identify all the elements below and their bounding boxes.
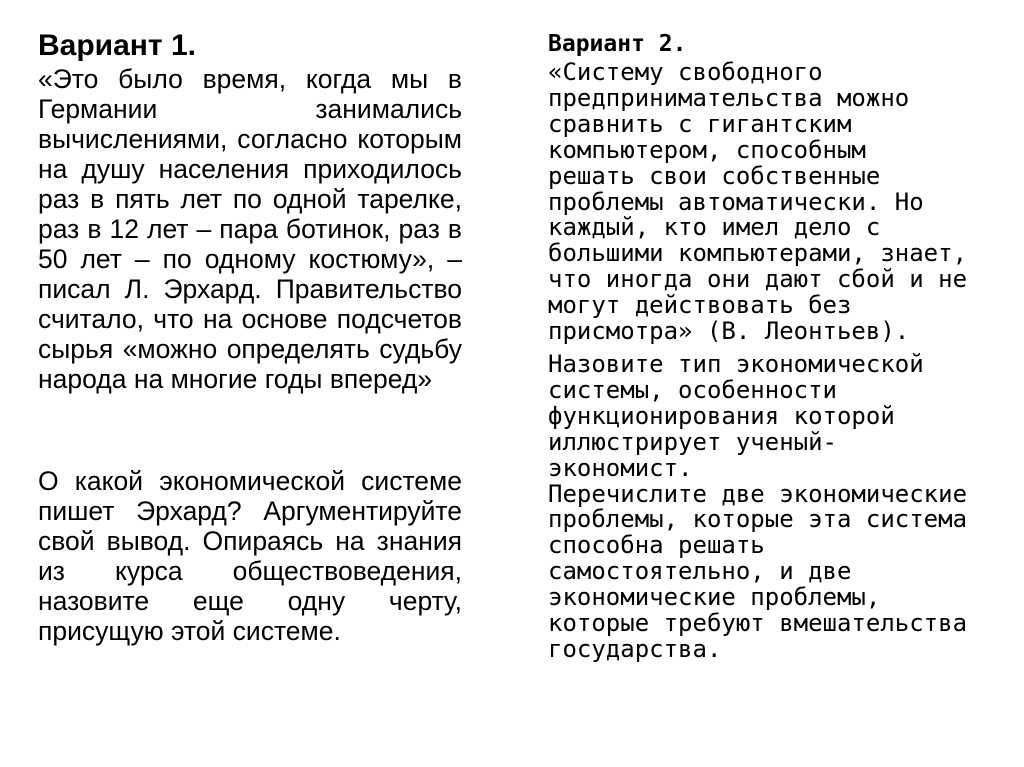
- variant-1-title: Вариант 1.: [38, 29, 196, 62]
- variant-1-quote: «Это было время, когда мы в Германии занимались вычислениями, согласно которым на душу населения приходилось раз в пять лет по одной тарелке, раз в 12 лет – пара ботинок, раз в 50 лет – по одному костюму», – писал Л. Эрхард. Правительство считало, что на основе подсчетов сырья «можно определять судьбу народа на многие годы вперед»: [38, 64, 462, 394]
- variant-2-title: Вариант 2.: [548, 31, 687, 57]
- variant-1-question: О какой экономической системе пишет Эрхард? Аргументируйте свой вывод. Опираясь на знания из курса обществоведения, назовите еще одну черту, присущую этой системе.: [38, 466, 462, 646]
- variant-2-question: Назовите тип экономической системы, особенности функционирования которой иллюстрирует ученый- экономист. Перечислите две экономические проблемы, которые эта система способна решать самостоятельно, и две экономические проблемы, которые требуют вмешательства государства.: [548, 350, 968, 663]
- variant-2-quote: «Систему свободного предпринимательства можно сравнить с гигантским компьютером, способным решать свои собственные проблемы автоматически. Но каждый, кто имел дело с большими компьютерами, знает, что иногда они дают сбой и не могут действовать без присмотра» (В. Леонтьев).: [548, 58, 968, 346]
